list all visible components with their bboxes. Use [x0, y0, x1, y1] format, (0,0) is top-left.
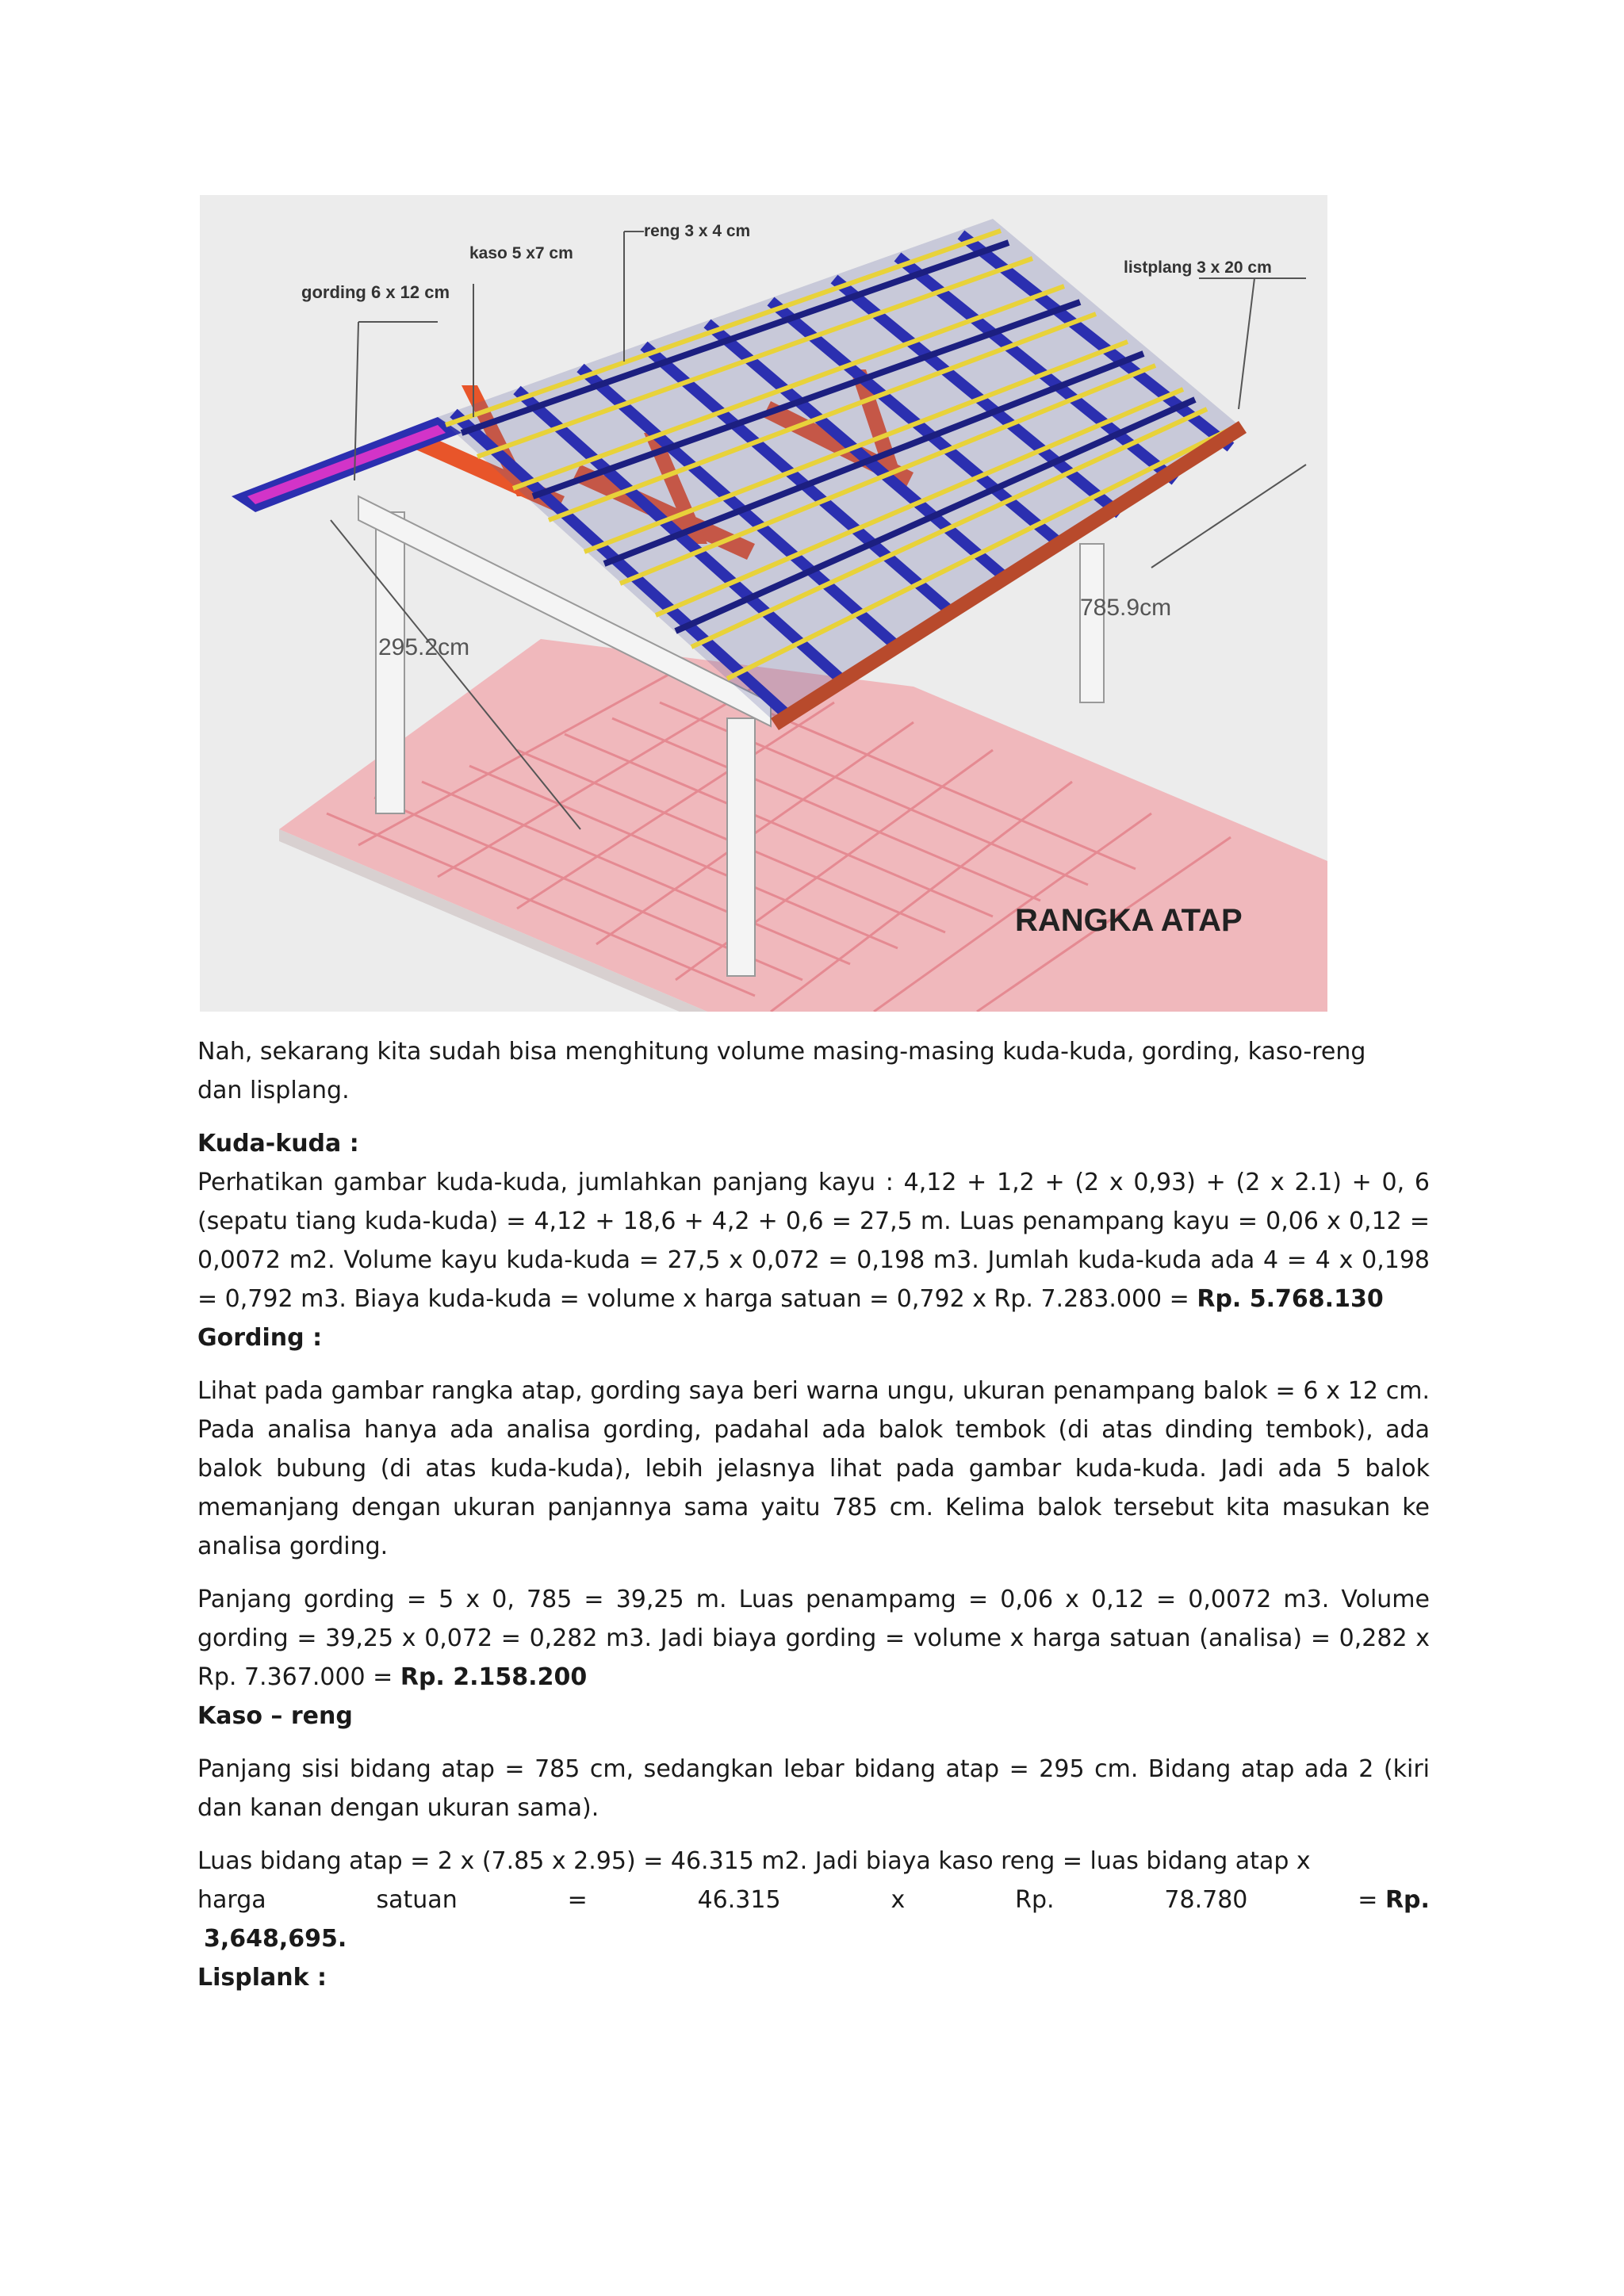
kuda-kuda-text: Perhatikan gambar kuda-kuda, jumlahkan panjang kayu : 4,12 + 1,2 + (2 x 0,93) + (2 x 2.1) + 0, 6 (sepatu tiang kuda-kuda) = 4,12 + 18,6 + 4,2 + 0,6 = 27,5 m. Luas penampang kayu = 0,06 x 0,12 = 0,0072 m2. Volume kayu kuda-kuda = 27,5 x 0,072 = 0,198 m3. Jumlah kuda-kuda ada 4 = 4 x 0,198 = 0,792 m3. Biaya kuda-kuda = volume x harga satuan = 0,792 x Rp. 7.283.000 =	[197, 1169, 1430, 1313]
label-listplang: listplang 3 x 20 cm	[1124, 258, 1272, 277]
label-dim-width: 295.2cm	[378, 634, 470, 660]
kaso-total: 3,648,695.	[204, 1925, 347, 1953]
label-kaso: kaso 5 x7 cm	[469, 244, 573, 262]
heading-lisplank: Lisplank :	[197, 1964, 327, 1992]
kaso-word-3: =	[567, 1886, 588, 1914]
kaso-word-5: x	[891, 1886, 906, 1914]
heading-kuda-kuda: Kuda-kuda :	[197, 1130, 359, 1158]
gording-paragraph-1: Lihat pada gambar rangka atap, gording saya beri warna ungu, ukuran penampang balok = 6 x 12 cm. Pada analisa hanya ada analisa gording, padahal ada balok tembok (di atas dinding tembok), ada balok bubung (di atas kuda-kuda), lebih jelasnya lihat pada gambar kuda-kuda. Jadi ada 5 balok memanjang dengan ukuran panjannya sama yaitu 785 cm. Kelima balok tersebut kita masukan ke analisa gording.	[197, 1377, 1430, 1560]
kaso-paragraph-2-line-2	[197, 1881, 1430, 1919]
intro-line-2: dan lisplang.	[197, 1077, 350, 1104]
post-center-front	[727, 718, 755, 976]
gording-paragraph-2	[197, 1580, 1430, 1697]
kuda-kuda-paragraph	[197, 1163, 1430, 1318]
gording-total: Rp. 2.158.200	[400, 1663, 588, 1691]
figure-title: RANGKA ATAP	[1015, 903, 1243, 938]
heading-gording: Gording :	[197, 1324, 323, 1352]
post-right-back	[1080, 544, 1104, 702]
kaso-word-6: Rp.	[1015, 1886, 1055, 1914]
label-dim-length: 785.9cm	[1080, 595, 1172, 621]
kaso-word-1: harga	[197, 1886, 266, 1914]
roof-frame-figure	[200, 195, 1327, 1012]
label-gording: gording 6 x 12 cm	[301, 282, 450, 302]
post-left-front	[376, 512, 404, 813]
kaso-paragraph-1: Panjang sisi bidang atap = 785 cm, sedangkan lebar bidang atap = 295 cm. Bidang atap ada 2 (kiri dan kanan dengan ukuran sama).	[197, 1755, 1430, 1822]
kaso-word-7: 78.780	[1164, 1886, 1248, 1914]
roof-frame-illustration	[200, 195, 1327, 1012]
gording-text: Panjang gording = 5 x 0, 785 = 39,25 m. Luas penampamg = 0,06 x 0,12 = 0,0072 m3. Volume gording = 39,25 x 0,072 = 0,282 m3. Jadi biaya gording = volume x harga satuan (analisa) = 0,282 x Rp. 7.367.000 =	[197, 1586, 1430, 1691]
kaso-eq: =	[1358, 1886, 1385, 1914]
gording-ridge	[247, 425, 446, 504]
kuda-kuda-total: Rp. 5.768.130	[1197, 1285, 1384, 1313]
kaso-word-2: satuan	[376, 1886, 458, 1914]
kaso-paragraph-2-line-1: Luas bidang atap = 2 x (7.85 x 2.95) = 46.315 m2. Jadi biaya kaso reng = luas bidang atap x	[197, 1847, 1311, 1875]
document-body	[197, 1032, 1430, 1997]
label-reng: reng 3 x 4 cm	[644, 222, 751, 240]
kaso-eq-rp	[1358, 1881, 1430, 1919]
kaso-word-4: 46.315	[697, 1886, 781, 1914]
kaso-rp: Rp.	[1385, 1886, 1430, 1914]
heading-kaso-reng: Kaso – reng	[197, 1702, 353, 1730]
intro-line-1: Nah, sekarang kita sudah bisa menghitung volume masing-masing kuda-kuda, gording, kaso-reng	[197, 1038, 1366, 1066]
